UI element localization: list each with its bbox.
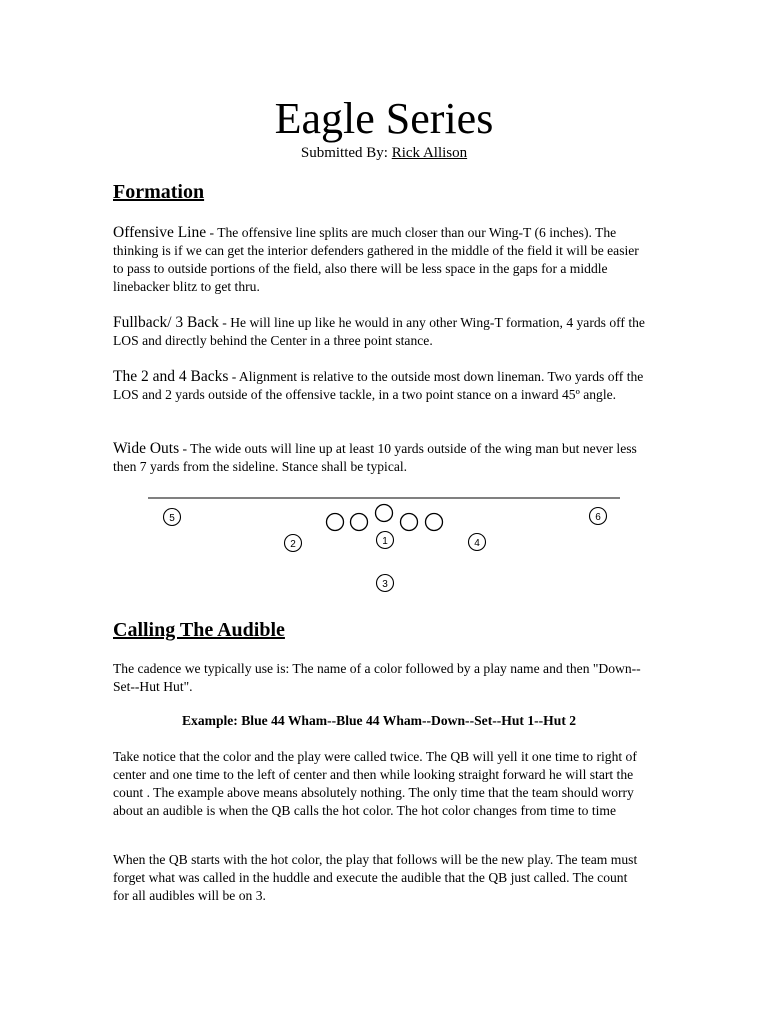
lineman-center — [376, 505, 393, 522]
cadence-example: Example: Blue 44 Wham--Blue 44 Wham--Down--Set--Hut 1--Hut 2 — [181, 713, 577, 728]
hot-color-paragraph: When the QB starts with the hot color, the play that follows will be the new play. The team must forget what was called in the huddle and execute the audible that the QB just called. The count for all audibles will be on 3. — [113, 852, 638, 903]
fullback-lead: Fullback/ 3 Back — [113, 314, 219, 331]
fullback-text: - He will line up like he would in any other Wing-T formation, 4 yards off the LOS and directly behind the Center in a three point stance. — [113, 315, 645, 348]
player-5 — [164, 509, 181, 526]
fullback-paragraph — [113, 314, 645, 350]
audible-explanation-paragraph: Take notice that the color and the play were called twice. The QB will yell it one time to right of center and one time to the left of center and then while looking straight forward he will start the count . The example above means absolutely nothing. The only time that the team should worry about an audible is when the QB calls the hot color. The hot color changes from time to time — [113, 749, 637, 818]
submitted-by — [113, 144, 655, 162]
submitted-label: Submitted By: — [300, 145, 392, 161]
svg-text:6: 6 — [595, 512, 601, 523]
author-link[interactable]: Rick Allison — [391, 145, 468, 161]
svg-text:2: 2 — [290, 539, 296, 550]
lineman-right-guard — [401, 514, 418, 531]
cadence-paragraph: The cadence we typically use is: The name of a color followed by a play name and then "Down--Set--Hut Hut". — [113, 661, 641, 694]
page-title: Eagle Series — [274, 94, 494, 143]
offensive-line-lead: Offensive Line — [113, 224, 207, 241]
backs-lead: The 2 and 4 Backs — [113, 368, 229, 385]
player-3 — [377, 575, 394, 592]
lineman-right-tackle — [426, 514, 443, 531]
player-1 — [377, 532, 394, 549]
backs-text: - Alignment is relative to the outside most down lineman. Two yards off the LOS and 2 yards outside of the offensive tackle, in a two point stance on a inward 45º angle. — [113, 369, 644, 402]
svg-text:5: 5 — [169, 513, 175, 524]
player-2 — [285, 535, 302, 552]
offensive-line-text: - The offensive line splits are much closer than our Wing-T (6 inches). The thinking is if we can get the interior defenders gathered in the middle of the field it will be easier to pass to outside portions of the field, also there will be less space in the gaps for a middle linebacker blitz to get thru. — [113, 225, 639, 294]
offensive-line-paragraph — [113, 224, 645, 296]
wide-outs-paragraph — [113, 440, 645, 476]
lineman-left-tackle — [327, 514, 344, 531]
player-4 — [469, 534, 486, 551]
formation-heading: Formation — [113, 181, 205, 203]
wide-outs-text: - The wide outs will line up at least 10 yards outside of the wing man but never less then 7 yards from the sideline. Stance shall be typical. — [113, 441, 637, 474]
svg-text:1: 1 — [382, 536, 388, 547]
wide-outs-lead: Wide Outs — [113, 440, 180, 457]
player-6 — [590, 508, 607, 525]
svg-text:3: 3 — [382, 579, 388, 590]
audible-heading: Calling The Audible — [113, 619, 285, 641]
svg-text:4: 4 — [474, 538, 480, 549]
backs-paragraph — [113, 368, 645, 404]
lineman-left-guard — [351, 514, 368, 531]
